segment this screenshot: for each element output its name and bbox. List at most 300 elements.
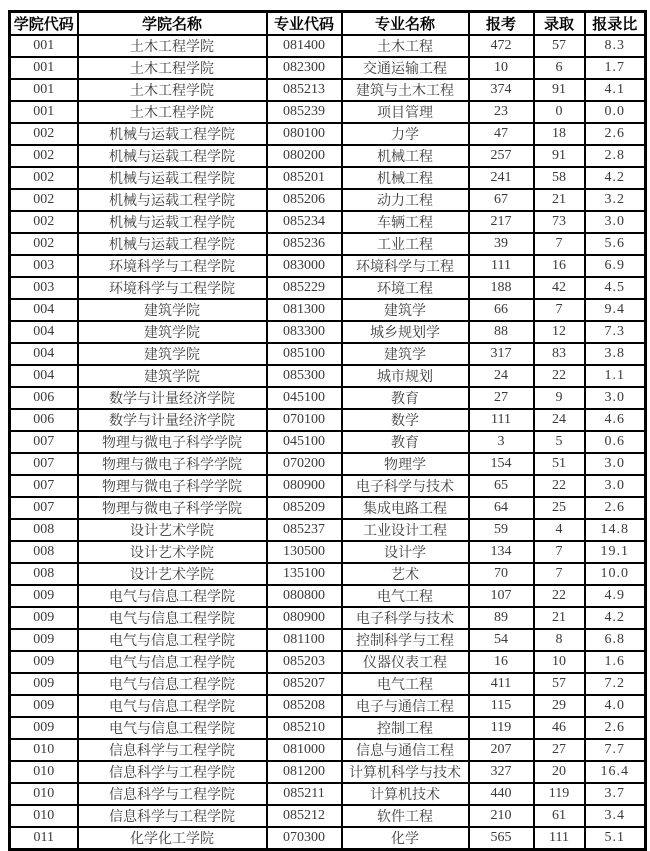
- cell-ratio: 0.0: [585, 101, 646, 123]
- cell-major-name: 电子与通信工程: [342, 695, 469, 717]
- cell-admitted: 57: [534, 673, 585, 695]
- cell-ratio: 4.2: [585, 167, 646, 189]
- cell-major-name: 计算机技术: [342, 783, 469, 805]
- cell-major-name: 仪器仪表工程: [342, 651, 469, 673]
- cell-major-code: 081100: [267, 629, 342, 651]
- cell-college-code: 002: [10, 211, 78, 233]
- cell-college-code: 010: [10, 739, 78, 761]
- cell-applicants: 411: [469, 673, 534, 695]
- cell-college-code: 002: [10, 189, 78, 211]
- cell-major-name: 物理学: [342, 453, 469, 475]
- cell-college-code: 008: [10, 541, 78, 563]
- cell-college-code: 007: [10, 453, 78, 475]
- cell-admitted: 22: [534, 585, 585, 607]
- cell-college-name: 机械与运载工程学院: [78, 233, 267, 255]
- column-header-major-name: 专业名称: [342, 12, 469, 36]
- cell-major-code: 085207: [267, 673, 342, 695]
- cell-applicants: 134: [469, 541, 534, 563]
- table-row: [10, 431, 646, 453]
- cell-applicants: 210: [469, 805, 534, 827]
- cell-major-code: 080900: [267, 475, 342, 497]
- table-row: [10, 827, 646, 850]
- cell-college-code: 001: [10, 79, 78, 101]
- cell-major-name: 教育: [342, 387, 469, 409]
- cell-ratio: 4.2: [585, 607, 646, 629]
- cell-admitted: 7: [534, 299, 585, 321]
- cell-college-name: 设计艺术学院: [78, 563, 267, 585]
- cell-major-name: 电气工程: [342, 673, 469, 695]
- cell-major-name: 建筑学: [342, 299, 469, 321]
- cell-major-name: 计算机科学与技术: [342, 761, 469, 783]
- cell-applicants: 10: [469, 57, 534, 79]
- cell-college-name: 环境科学与工程学院: [78, 277, 267, 299]
- cell-major-name: 动力工程: [342, 189, 469, 211]
- cell-college-code: 002: [10, 123, 78, 145]
- cell-applicants: 107: [469, 585, 534, 607]
- cell-major-code: 080100: [267, 123, 342, 145]
- cell-ratio: 3.0: [585, 453, 646, 475]
- cell-college-code: 002: [10, 145, 78, 167]
- cell-major-name: 城乡规划学: [342, 321, 469, 343]
- cell-college-name: 建筑学院: [78, 299, 267, 321]
- cell-major-name: 机械工程: [342, 167, 469, 189]
- cell-major-code: 085239: [267, 101, 342, 123]
- cell-major-name: 电子科学与技术: [342, 475, 469, 497]
- cell-major-name: 建筑与土木工程: [342, 79, 469, 101]
- table-row: [10, 717, 646, 739]
- cell-major-name: 土木工程: [342, 35, 469, 57]
- cell-major-name: 力学: [342, 123, 469, 145]
- cell-admitted: 42: [534, 277, 585, 299]
- cell-ratio: 5.1: [585, 827, 646, 850]
- cell-major-code: 070200: [267, 453, 342, 475]
- cell-major-code: 085208: [267, 695, 342, 717]
- table-row: [10, 277, 646, 299]
- cell-applicants: 47: [469, 123, 534, 145]
- cell-major-name: 环境科学与工程: [342, 255, 469, 277]
- cell-major-code: 085203: [267, 651, 342, 673]
- cell-college-name: 建筑学院: [78, 343, 267, 365]
- table-row: [10, 233, 646, 255]
- table-row: [10, 321, 646, 343]
- column-header-applicants: 报考: [469, 12, 534, 36]
- cell-admitted: 61: [534, 805, 585, 827]
- cell-college-name: 电气与信息工程学院: [78, 717, 267, 739]
- cell-major-code: 085209: [267, 497, 342, 519]
- cell-major-code: 085213: [267, 79, 342, 101]
- cell-applicants: 317: [469, 343, 534, 365]
- cell-college-name: 土木工程学院: [78, 101, 267, 123]
- cell-major-code: 085229: [267, 277, 342, 299]
- table-row: [10, 607, 646, 629]
- cell-applicants: 64: [469, 497, 534, 519]
- cell-major-code: 085234: [267, 211, 342, 233]
- cell-admitted: 21: [534, 607, 585, 629]
- cell-college-code: 004: [10, 365, 78, 387]
- cell-ratio: 2.6: [585, 497, 646, 519]
- cell-major-code: 085236: [267, 233, 342, 255]
- cell-major-name: 电子科学与技术: [342, 607, 469, 629]
- cell-applicants: 115: [469, 695, 534, 717]
- table-row: [10, 409, 646, 431]
- table-row: [10, 739, 646, 761]
- cell-college-code: 003: [10, 255, 78, 277]
- cell-ratio: 4.5: [585, 277, 646, 299]
- cell-admitted: 83: [534, 343, 585, 365]
- table-row: [10, 453, 646, 475]
- cell-admitted: 22: [534, 365, 585, 387]
- cell-major-code: 080800: [267, 585, 342, 607]
- cell-applicants: 111: [469, 255, 534, 277]
- cell-college-name: 机械与运载工程学院: [78, 211, 267, 233]
- cell-admitted: 27: [534, 739, 585, 761]
- cell-college-code: 007: [10, 475, 78, 497]
- cell-applicants: 70: [469, 563, 534, 585]
- cell-major-name: 车辆工程: [342, 211, 469, 233]
- cell-college-name: 环境科学与工程学院: [78, 255, 267, 277]
- cell-major-name: 信息与通信工程: [342, 739, 469, 761]
- cell-ratio: 7.3: [585, 321, 646, 343]
- cell-applicants: 374: [469, 79, 534, 101]
- cell-applicants: 23: [469, 101, 534, 123]
- cell-college-name: 电气与信息工程学院: [78, 651, 267, 673]
- cell-college-code: 002: [10, 167, 78, 189]
- cell-ratio: 3.4: [585, 805, 646, 827]
- table-row: [10, 57, 646, 79]
- table-row: [10, 563, 646, 585]
- cell-applicants: 3: [469, 431, 534, 453]
- cell-major-name: 机械工程: [342, 145, 469, 167]
- cell-admitted: 21: [534, 189, 585, 211]
- cell-admitted: 46: [534, 717, 585, 739]
- cell-college-name: 物理与微电子科学学院: [78, 497, 267, 519]
- cell-college-code: 009: [10, 651, 78, 673]
- cell-college-code: 009: [10, 717, 78, 739]
- header-row: [10, 12, 646, 36]
- cell-applicants: 154: [469, 453, 534, 475]
- cell-applicants: 16: [469, 651, 534, 673]
- cell-applicants: 59: [469, 519, 534, 541]
- cell-college-name: 设计艺术学院: [78, 541, 267, 563]
- cell-applicants: 111: [469, 409, 534, 431]
- cell-applicants: 257: [469, 145, 534, 167]
- cell-admitted: 8: [534, 629, 585, 651]
- table-row: [10, 651, 646, 673]
- cell-applicants: 89: [469, 607, 534, 629]
- table-row: [10, 783, 646, 805]
- table-row: [10, 145, 646, 167]
- cell-major-code: 081200: [267, 761, 342, 783]
- cell-ratio: 9.4: [585, 299, 646, 321]
- cell-applicants: 217: [469, 211, 534, 233]
- cell-college-name: 机械与运载工程学院: [78, 123, 267, 145]
- cell-applicants: 66: [469, 299, 534, 321]
- cell-ratio: 3.2: [585, 189, 646, 211]
- cell-college-name: 电气与信息工程学院: [78, 607, 267, 629]
- cell-college-code: 010: [10, 805, 78, 827]
- cell-major-code: 045100: [267, 431, 342, 453]
- cell-admitted: 29: [534, 695, 585, 717]
- cell-college-name: 信息科学与工程学院: [78, 805, 267, 827]
- cell-college-code: 011: [10, 827, 78, 850]
- cell-college-code: 008: [10, 519, 78, 541]
- cell-major-name: 项目管理: [342, 101, 469, 123]
- table-row: [10, 541, 646, 563]
- table-row: [10, 695, 646, 717]
- cell-college-code: 001: [10, 101, 78, 123]
- table-row: [10, 167, 646, 189]
- cell-ratio: 5.6: [585, 233, 646, 255]
- cell-ratio: 10.0: [585, 563, 646, 585]
- table-row: [10, 189, 646, 211]
- cell-college-name: 机械与运载工程学院: [78, 167, 267, 189]
- cell-college-name: 物理与微电子科学学院: [78, 475, 267, 497]
- cell-admitted: 51: [534, 453, 585, 475]
- table-row: [10, 805, 646, 827]
- cell-admitted: 5: [534, 431, 585, 453]
- cell-admitted: 24: [534, 409, 585, 431]
- cell-admitted: 7: [534, 541, 585, 563]
- cell-college-code: 009: [10, 585, 78, 607]
- cell-applicants: 27: [469, 387, 534, 409]
- cell-admitted: 91: [534, 79, 585, 101]
- column-header-admitted: 录取: [534, 12, 585, 36]
- cell-college-name: 信息科学与工程学院: [78, 761, 267, 783]
- cell-admitted: 7: [534, 563, 585, 585]
- table-row: [10, 35, 646, 57]
- table-row: [10, 475, 646, 497]
- table-row: [10, 123, 646, 145]
- table-row: [10, 299, 646, 321]
- cell-college-code: 009: [10, 695, 78, 717]
- cell-applicants: 119: [469, 717, 534, 739]
- cell-college-code: 004: [10, 343, 78, 365]
- cell-applicants: 54: [469, 629, 534, 651]
- cell-ratio: 2.6: [585, 123, 646, 145]
- cell-ratio: 16.4: [585, 761, 646, 783]
- cell-college-code: 008: [10, 563, 78, 585]
- cell-major-name: 艺术: [342, 563, 469, 585]
- table-row: [10, 497, 646, 519]
- cell-college-name: 信息科学与工程学院: [78, 783, 267, 805]
- cell-college-code: 004: [10, 299, 78, 321]
- table-row: [10, 629, 646, 651]
- cell-admitted: 57: [534, 35, 585, 57]
- cell-ratio: 0.6: [585, 431, 646, 453]
- cell-major-name: 教育: [342, 431, 469, 453]
- cell-major-code: 045100: [267, 387, 342, 409]
- cell-college-code: 006: [10, 409, 78, 431]
- table-row: [10, 255, 646, 277]
- cell-college-name: 电气与信息工程学院: [78, 673, 267, 695]
- cell-ratio: 4.0: [585, 695, 646, 717]
- cell-major-code: 085237: [267, 519, 342, 541]
- table-row: [10, 585, 646, 607]
- cell-major-code: 085300: [267, 365, 342, 387]
- column-header-major-code: 专业代码: [267, 12, 342, 36]
- cell-applicants: 207: [469, 739, 534, 761]
- cell-college-name: 土木工程学院: [78, 57, 267, 79]
- cell-ratio: 3.8: [585, 343, 646, 365]
- cell-admitted: 25: [534, 497, 585, 519]
- table-row: [10, 761, 646, 783]
- cell-admitted: 119: [534, 783, 585, 805]
- table-row: [10, 519, 646, 541]
- cell-admitted: 6: [534, 57, 585, 79]
- cell-major-name: 交通运输工程: [342, 57, 469, 79]
- cell-admitted: 10: [534, 651, 585, 673]
- cell-college-code: 006: [10, 387, 78, 409]
- table-row: [10, 387, 646, 409]
- cell-college-name: 建筑学院: [78, 365, 267, 387]
- cell-ratio: 1.7: [585, 57, 646, 79]
- cell-admitted: 4: [534, 519, 585, 541]
- cell-major-name: 工业设计工程: [342, 519, 469, 541]
- cell-major-name: 设计学: [342, 541, 469, 563]
- cell-major-code: 135100: [267, 563, 342, 585]
- cell-applicants: 188: [469, 277, 534, 299]
- cell-ratio: 8.3: [585, 35, 646, 57]
- cell-applicants: 440: [469, 783, 534, 805]
- table-row: [10, 211, 646, 233]
- cell-college-name: 数学与计量经济学院: [78, 387, 267, 409]
- cell-college-code: 001: [10, 57, 78, 79]
- cell-ratio: 4.9: [585, 585, 646, 607]
- cell-admitted: 22: [534, 475, 585, 497]
- cell-major-name: 集成电路工程: [342, 497, 469, 519]
- cell-major-code: 070300: [267, 827, 342, 850]
- cell-ratio: 4.1: [585, 79, 646, 101]
- table-row: [10, 79, 646, 101]
- cell-major-name: 环境工程: [342, 277, 469, 299]
- cell-major-name: 工业工程: [342, 233, 469, 255]
- cell-major-code: 085100: [267, 343, 342, 365]
- column-header-college-code: 学院代码: [10, 12, 78, 36]
- cell-major-code: 070100: [267, 409, 342, 431]
- cell-admitted: 111: [534, 827, 585, 850]
- cell-major-code: 081000: [267, 739, 342, 761]
- cell-college-name: 化学化工学院: [78, 827, 267, 850]
- cell-college-name: 信息科学与工程学院: [78, 739, 267, 761]
- cell-admitted: 20: [534, 761, 585, 783]
- cell-admitted: 0: [534, 101, 585, 123]
- cell-college-code: 002: [10, 233, 78, 255]
- cell-major-code: 085212: [267, 805, 342, 827]
- cell-major-code: 080200: [267, 145, 342, 167]
- cell-admitted: 7: [534, 233, 585, 255]
- table-row: [10, 365, 646, 387]
- table-row: [10, 101, 646, 123]
- cell-ratio: 1.1: [585, 365, 646, 387]
- cell-college-code: 001: [10, 35, 78, 57]
- column-header-ratio: 报录比: [585, 12, 646, 36]
- cell-ratio: 4.6: [585, 409, 646, 431]
- cell-applicants: 67: [469, 189, 534, 211]
- admission-table-container: [8, 10, 650, 851]
- cell-college-name: 设计艺术学院: [78, 519, 267, 541]
- cell-admitted: 18: [534, 123, 585, 145]
- cell-major-code: 081400: [267, 35, 342, 57]
- cell-applicants: 24: [469, 365, 534, 387]
- cell-admitted: 73: [534, 211, 585, 233]
- cell-major-code: 085210: [267, 717, 342, 739]
- table-row: [10, 673, 646, 695]
- cell-major-code: 085201: [267, 167, 342, 189]
- cell-college-code: 010: [10, 783, 78, 805]
- admission-ratio-table: [8, 10, 647, 851]
- cell-college-code: 009: [10, 673, 78, 695]
- table-row: [10, 343, 646, 365]
- cell-college-code: 009: [10, 607, 78, 629]
- cell-college-code: 009: [10, 629, 78, 651]
- cell-college-code: 004: [10, 321, 78, 343]
- cell-major-name: 建筑学: [342, 343, 469, 365]
- cell-major-code: 081300: [267, 299, 342, 321]
- cell-major-code: 085211: [267, 783, 342, 805]
- cell-ratio: 3.0: [585, 211, 646, 233]
- cell-major-code: 085206: [267, 189, 342, 211]
- cell-ratio: 19.1: [585, 541, 646, 563]
- cell-major-name: 城市规划: [342, 365, 469, 387]
- cell-major-code: 082300: [267, 57, 342, 79]
- cell-ratio: 3.0: [585, 475, 646, 497]
- cell-ratio: 7.2: [585, 673, 646, 695]
- cell-college-name: 机械与运载工程学院: [78, 189, 267, 211]
- cell-applicants: 327: [469, 761, 534, 783]
- cell-college-name: 电气与信息工程学院: [78, 585, 267, 607]
- cell-applicants: 65: [469, 475, 534, 497]
- cell-college-name: 土木工程学院: [78, 79, 267, 101]
- cell-major-code: 080900: [267, 607, 342, 629]
- cell-college-name: 电气与信息工程学院: [78, 629, 267, 651]
- cell-college-name: 物理与微电子科学学院: [78, 431, 267, 453]
- cell-major-name: 数学: [342, 409, 469, 431]
- column-header-college-name: 学院名称: [78, 12, 267, 36]
- cell-college-name: 物理与微电子科学学院: [78, 453, 267, 475]
- cell-admitted: 12: [534, 321, 585, 343]
- cell-major-name: 控制工程: [342, 717, 469, 739]
- cell-major-code: 130500: [267, 541, 342, 563]
- cell-major-code: 083000: [267, 255, 342, 277]
- cell-ratio: 14.8: [585, 519, 646, 541]
- cell-college-name: 机械与运载工程学院: [78, 145, 267, 167]
- cell-ratio: 3.0: [585, 387, 646, 409]
- cell-major-name: 化学: [342, 827, 469, 850]
- cell-ratio: 2.6: [585, 717, 646, 739]
- cell-admitted: 9: [534, 387, 585, 409]
- cell-college-name: 建筑学院: [78, 321, 267, 343]
- cell-college-code: 010: [10, 761, 78, 783]
- cell-applicants: 88: [469, 321, 534, 343]
- cell-college-name: 土木工程学院: [78, 35, 267, 57]
- cell-ratio: 6.8: [585, 629, 646, 651]
- cell-college-code: 007: [10, 431, 78, 453]
- cell-applicants: 241: [469, 167, 534, 189]
- cell-major-name: 软件工程: [342, 805, 469, 827]
- cell-applicants: 565: [469, 827, 534, 850]
- cell-admitted: 58: [534, 167, 585, 189]
- cell-major-code: 083300: [267, 321, 342, 343]
- cell-major-name: 控制科学与工程: [342, 629, 469, 651]
- cell-ratio: 3.7: [585, 783, 646, 805]
- cell-college-name: 电气与信息工程学院: [78, 695, 267, 717]
- table-body: [10, 35, 646, 850]
- cell-college-code: 007: [10, 497, 78, 519]
- cell-applicants: 472: [469, 35, 534, 57]
- cell-ratio: 1.6: [585, 651, 646, 673]
- cell-college-code: 003: [10, 277, 78, 299]
- cell-admitted: 91: [534, 145, 585, 167]
